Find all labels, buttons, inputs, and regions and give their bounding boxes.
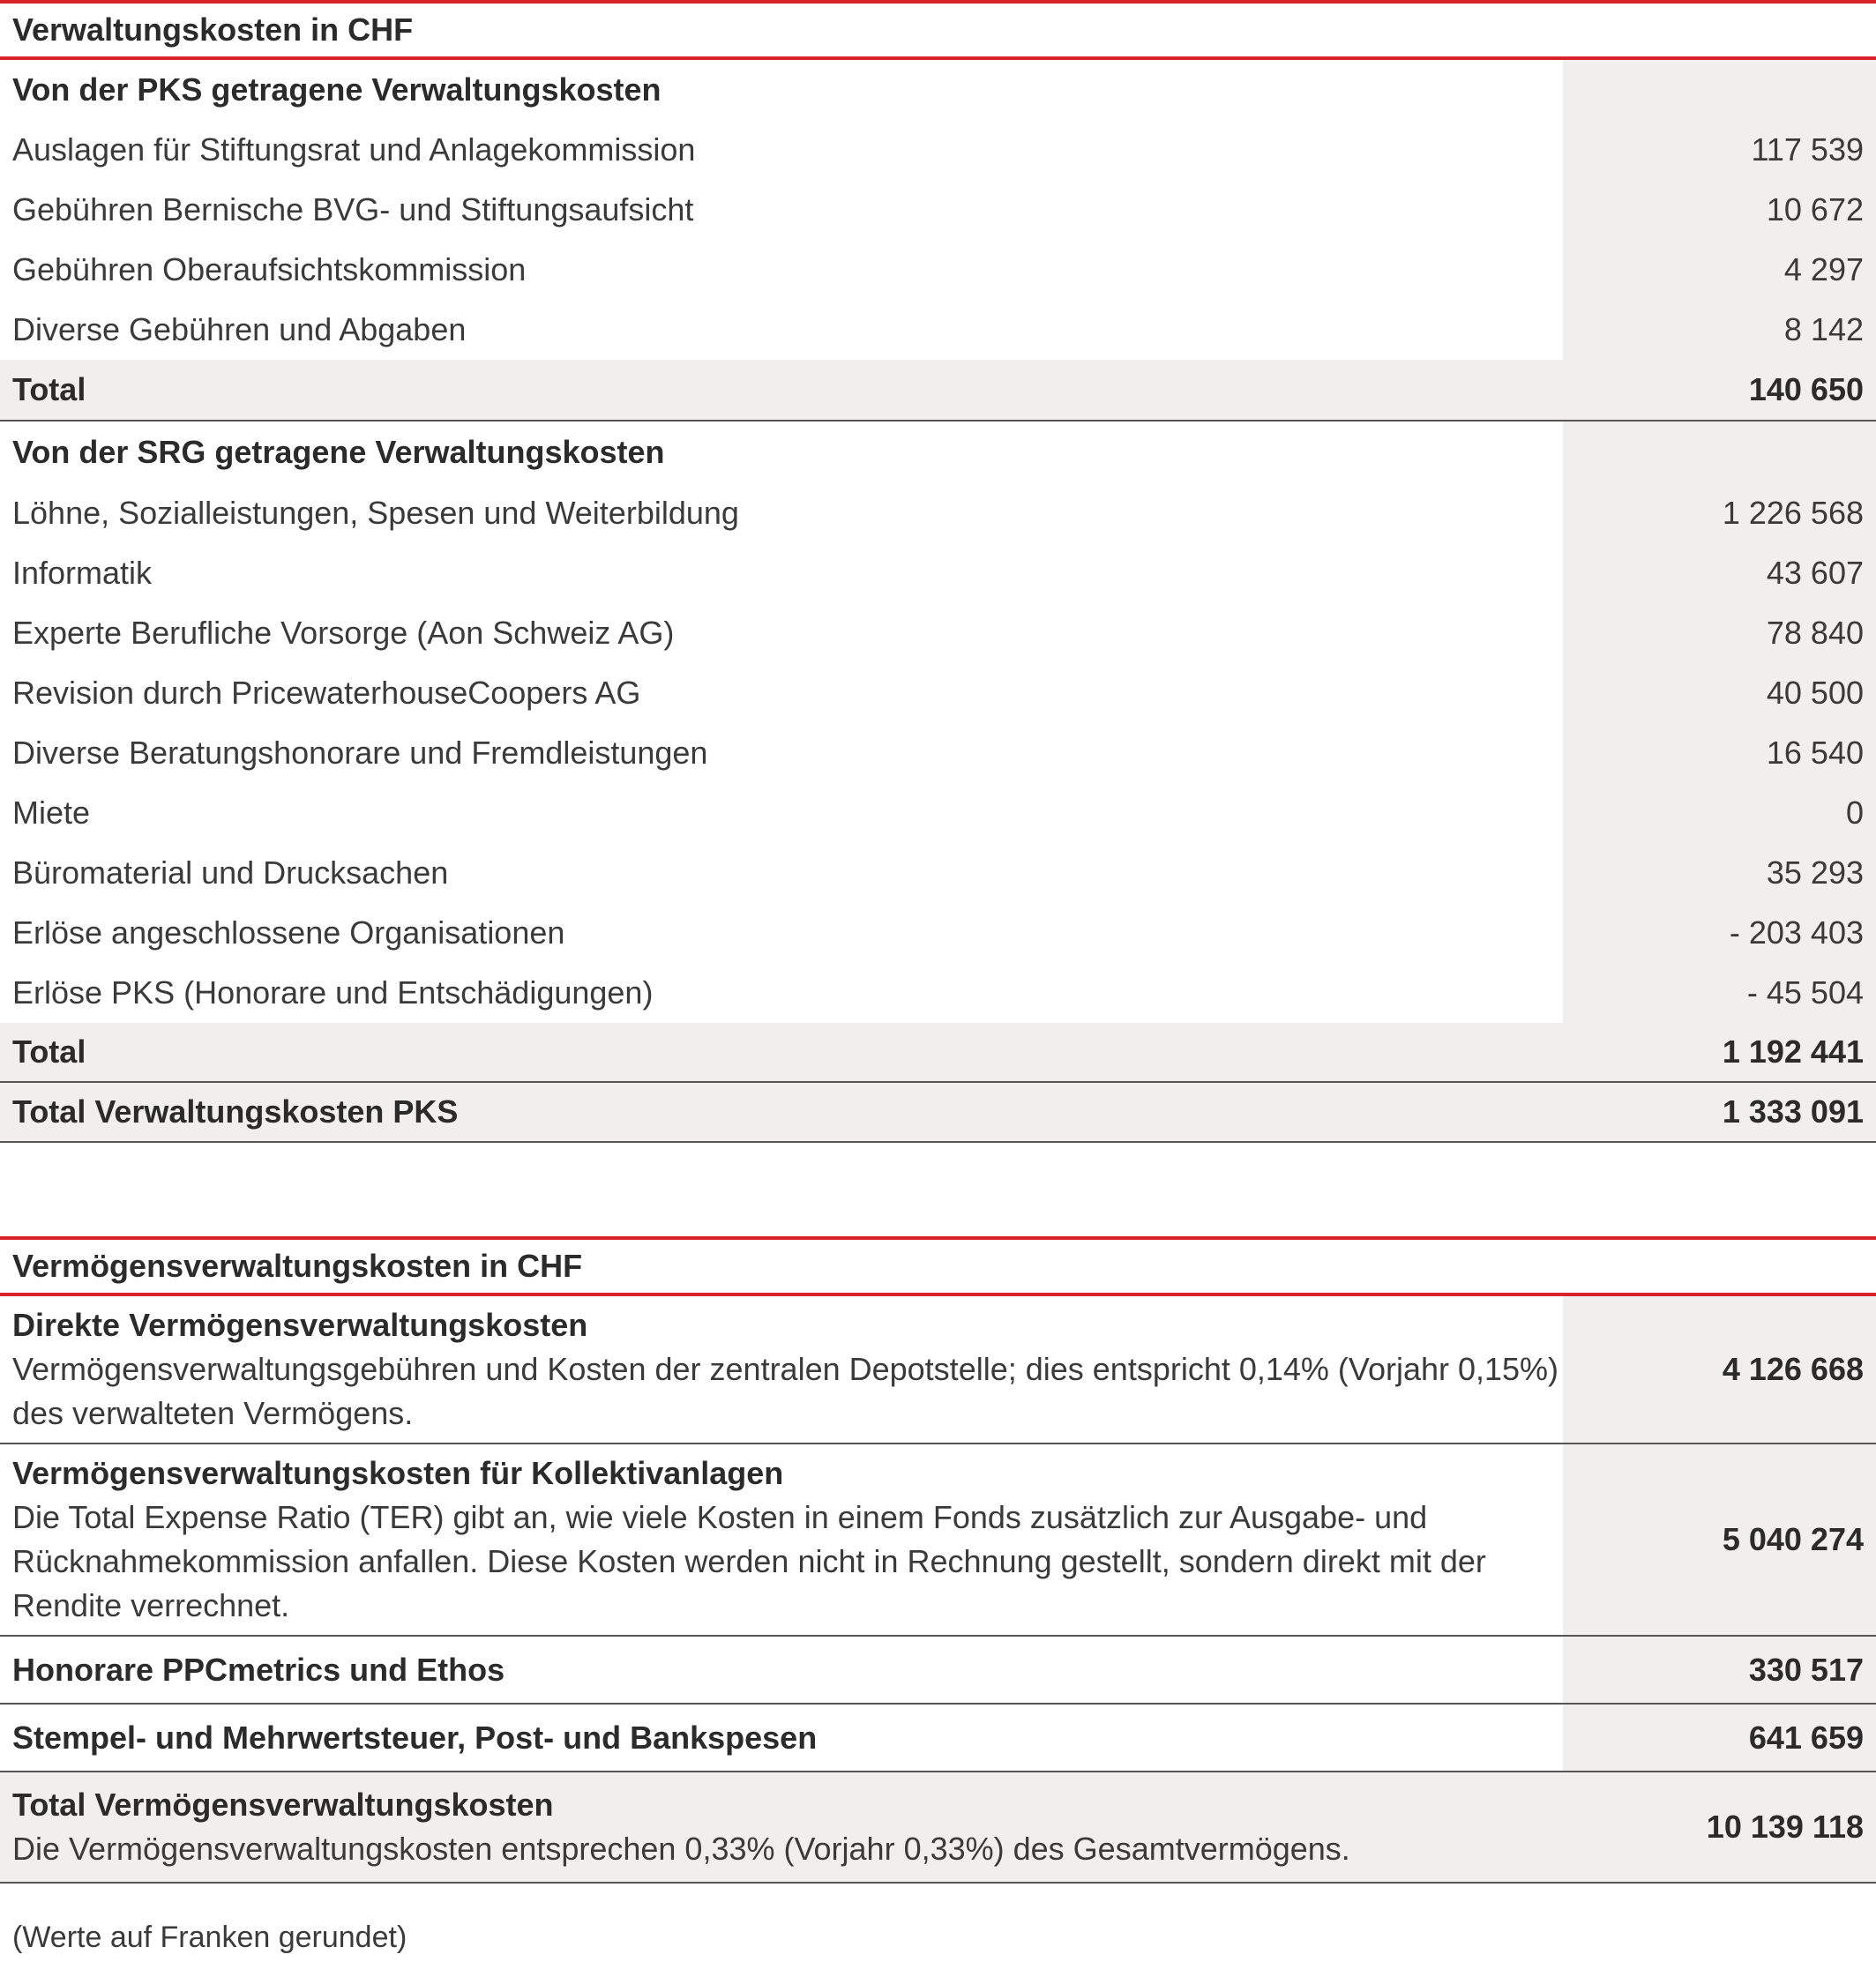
pks-section-value: [1563, 60, 1876, 120]
row-label: Löhne, Sozialleistungen, Spesen und Weiterbildung: [12, 495, 739, 531]
grand-total-row: [0, 1083, 1876, 1143]
table-row: [0, 903, 1876, 963]
asset-costs-title: Vermögensverwaltungskosten in CHF: [0, 1240, 1876, 1296]
row-value: 40 500: [1563, 663, 1876, 723]
row-title: Stempel- und Mehrwertsteuer, Post- und Bankspesen: [12, 1719, 818, 1756]
row-value: - 45 504: [1563, 963, 1876, 1023]
srg-section-value: [1563, 421, 1876, 483]
asset-total-description: Die Vermögensverwaltungskosten entsprechen 0,33% (Vorjahr 0,33%) des Gesamtvermögens.: [12, 1831, 1350, 1867]
row-value: 35 293: [1563, 843, 1876, 903]
row-value: 330 517: [1563, 1637, 1876, 1703]
row-value: 117 539: [1563, 120, 1876, 180]
row-label: [0, 1705, 1563, 1771]
admin-costs-title: Verwaltungskosten in CHF: [0, 4, 1876, 60]
row-value: 16 540: [1563, 723, 1876, 783]
row-label: Diverse Beratungshonorare und Fremdleistungen: [12, 735, 708, 771]
table-row: [0, 483, 1876, 543]
row-label: Erlöse angeschlossene Organisationen: [12, 914, 565, 951]
table-row: [0, 1444, 1876, 1637]
row-label: Diverse Gebühren und Abgaben: [12, 311, 467, 347]
row-label: Experte Berufliche Vorsorge (Aon Schweiz AG): [12, 615, 675, 651]
table-row: [0, 1637, 1876, 1705]
srg-total-value: 1 192 441: [1722, 1033, 1864, 1070]
footnote: (Werte auf Franken gerundet): [12, 1921, 407, 1954]
row-label: Revision durch PricewaterhouseCoopers AG: [12, 675, 641, 711]
row-label: Erlöse PKS (Honorare und Entschädigungen): [12, 974, 654, 1011]
row-title: Honorare PPCmetrics und Ethos: [12, 1651, 505, 1688]
grand-total-label: Total Verwaltungskosten PKS: [12, 1093, 459, 1130]
table-row: [0, 663, 1876, 723]
row-label: Miete: [12, 794, 91, 831]
table-row: [0, 1296, 1876, 1444]
row-value: 4 297: [1563, 240, 1876, 300]
pks-section-label: Von der PKS getragene Verwaltungskosten: [12, 71, 661, 108]
row-label: [0, 1444, 1563, 1635]
table-row: [0, 543, 1876, 603]
srg-total-row: [0, 1023, 1876, 1083]
table-row: [0, 963, 1876, 1023]
srg-total-label: Total: [12, 1033, 86, 1070]
row-value: 641 659: [1563, 1705, 1876, 1771]
table-row: [0, 120, 1876, 180]
table-row: [0, 300, 1876, 360]
table-row: [0, 180, 1876, 240]
row-value: 43 607: [1563, 543, 1876, 603]
row-description: Vermögensverwaltungsgebühren und Kosten der zentralen Depotstelle; dies entspricht 0,14% (Vorjahr 0,15%) des verwalteten Vermögens.: [12, 1351, 1559, 1431]
row-label: Gebühren Oberaufsichtskommission: [12, 251, 527, 287]
row-value: 5 040 274: [1563, 1444, 1876, 1635]
table-row: [0, 240, 1876, 300]
row-label: [0, 1296, 1563, 1443]
pks-section-header: [0, 60, 1876, 120]
asset-total-title: Total Vermögensverwaltungskosten: [12, 1787, 554, 1823]
row-value: 1 226 568: [1563, 483, 1876, 543]
row-label: Informatik: [12, 555, 153, 591]
row-label: Gebühren Bernische BVG- und Stiftungsaufsicht: [12, 191, 694, 228]
row-description: Die Total Expense Ratio (TER) gibt an, wie viele Kosten in einem Fonds zusätzlich zur Ausgabe- und Rücknahmekommission anfallen. Diese Kosten werden nicht in Rechnung gestellt, sondern direkt mit der Rendite verrechnet.: [12, 1499, 1486, 1623]
srg-section-header: [0, 421, 1876, 483]
row-label: Büromaterial und Drucksachen: [12, 854, 449, 891]
row-label: Auslagen für Stiftungsrat und Anlagekommission: [12, 131, 696, 168]
row-value: - 203 403: [1563, 903, 1876, 963]
asset-total-value: 10 139 118: [1706, 1809, 1864, 1845]
table-row: [0, 1705, 1876, 1772]
table-row: [0, 723, 1876, 783]
row-value: 4 126 668: [1563, 1296, 1876, 1443]
srg-section-label: Von der SRG getragene Verwaltungskosten: [12, 434, 665, 470]
pks-total-label: Total: [12, 371, 86, 407]
asset-total-label: [0, 1772, 1563, 1882]
table-row: [0, 843, 1876, 903]
pks-total-row: [0, 360, 1876, 421]
row-value: 0: [1563, 783, 1876, 843]
row-label: [0, 1637, 1563, 1703]
row-value: 8 142: [1563, 300, 1876, 360]
row-title: Direkte Vermögensverwaltungskosten: [12, 1307, 588, 1343]
row-value: 78 840: [1563, 603, 1876, 663]
table-row: [0, 603, 1876, 663]
row-value: 10 672: [1563, 180, 1876, 240]
table-row: [0, 783, 1876, 843]
grand-total-value: 1 333 091: [1722, 1093, 1864, 1130]
asset-total-row: [0, 1772, 1876, 1884]
pks-total-value: 140 650: [1748, 371, 1864, 407]
row-title: Vermögensverwaltungskosten für Kollektivanlagen: [12, 1455, 784, 1491]
asset-costs-table: [0, 1236, 1876, 1884]
